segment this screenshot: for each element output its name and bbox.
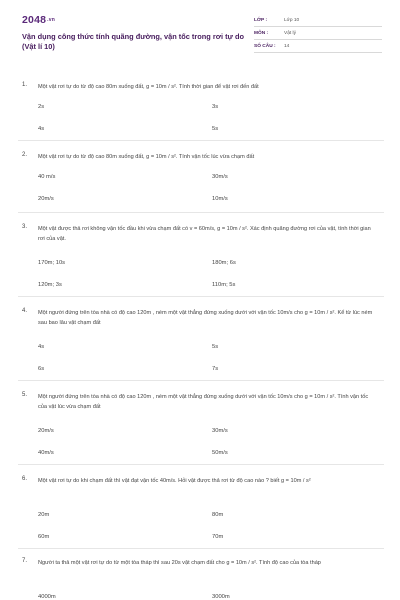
question-text: Một vật rơi tự do từ độ cao 80m xuống đất, g = 10m / s². Tính vận tốc lúc vừa chạm đất	[38, 154, 255, 160]
question-text: Một người đứng trên tòa nhà có độ cao 120m , ném một vật thẳng đứng xuống dưới với vận tốc 10m/s cho g = 10m / s². Kể từ lúc ném sau bao lâu vật chạm đất	[38, 310, 373, 326]
question-text: Người ta thả một vật rơi tự do từ một tòa tháp thì sau 20s vật chạm đất cho g = 10m / s². Tính độ cao của tòa tháp	[38, 560, 321, 566]
answer-option[interactable]: 2s	[38, 104, 45, 110]
meta-value: Vật lý	[284, 30, 296, 36]
answer-option[interactable]: 20m	[38, 512, 50, 518]
logo-text: 2048	[22, 14, 47, 26]
meta-row-subject	[254, 27, 382, 40]
divider	[18, 140, 384, 141]
page-header	[0, 0, 400, 64]
answer-option[interactable]: 6s	[38, 366, 45, 372]
answer-option[interactable]: 30m/s	[212, 428, 228, 434]
meta-key: SỐ CÂU :	[254, 43, 276, 49]
answer-option[interactable]: 7s	[212, 366, 219, 372]
answer-option[interactable]: 5s	[212, 126, 219, 132]
document-title: Vận dụng công thức tính quãng đường, vận tốc trong rơi tự do (Vật lí 10)	[22, 32, 244, 51]
answer-option[interactable]: 4s	[38, 344, 45, 350]
answer-option[interactable]: 60m	[38, 534, 50, 540]
answer-option[interactable]: 3000m	[212, 594, 230, 600]
question-number: 1.	[22, 82, 28, 88]
divider	[18, 464, 384, 465]
logo-suffix: .vn	[47, 17, 55, 24]
question-number: 3.	[22, 224, 28, 230]
meta-value: 14	[284, 43, 290, 49]
answer-option[interactable]: 30m/s	[212, 174, 228, 180]
meta-value: Lớp 10	[284, 17, 300, 23]
meta-key: LỚP :	[254, 17, 268, 23]
answer-option[interactable]: 20m/s	[38, 196, 54, 202]
answer-option[interactable]: 180m; 6s	[212, 260, 236, 266]
meta-row-count	[254, 40, 382, 53]
answer-option[interactable]: 40 m/s	[38, 174, 56, 180]
answer-option[interactable]: 10m/s	[212, 196, 228, 202]
answer-option[interactable]: 120m; 3s	[38, 282, 62, 288]
question-number: 5.	[22, 392, 28, 398]
answer-option[interactable]: 4s	[38, 126, 45, 132]
divider	[18, 296, 384, 297]
divider	[18, 212, 384, 213]
question-number: 4.	[22, 308, 28, 314]
answer-option[interactable]: 170m; 10s	[38, 260, 66, 266]
answer-option[interactable]: 70m	[212, 534, 224, 540]
meta-table	[254, 14, 382, 53]
question-text: Một vật rơi tự do từ độ cao 80m xuống đất, g = 10m / s². Tính thời gian để vật rơi đến đất	[38, 84, 259, 90]
answer-option[interactable]: 20m/s	[38, 428, 54, 434]
answer-option[interactable]: 4000m	[38, 594, 56, 600]
question-text: Một vật được thả rơi không vận tốc đầu khi vừa chạm đất có v = 60m/s, g = 10m / s². Xác định quãng đường rơi của vật, tính thời gian rơi của vật.	[38, 226, 371, 242]
meta-key: MÔN :	[254, 30, 269, 36]
answer-option[interactable]: 5s	[212, 344, 219, 350]
question-number: 2.	[22, 152, 28, 158]
answer-option[interactable]: 3s	[212, 104, 219, 110]
divider	[18, 548, 384, 549]
site-logo[interactable]	[22, 14, 55, 26]
meta-row-class	[254, 14, 382, 27]
question-text: Một vật rơi tự do khi chạm đất thì vật đạt vận tốc 40m/s. Hỏi vật được thả rơi từ độ cao nào ? biết g = 10m / s²	[38, 478, 311, 484]
question-number: 6.	[22, 476, 28, 482]
answer-option[interactable]: 80m	[212, 512, 224, 518]
answer-option[interactable]: 50m/s	[212, 450, 228, 456]
question-number: 7.	[22, 558, 28, 564]
question-text: Một người đứng trên tòa nhà có độ cao 120m , ném một vật thẳng đứng xuống dưới với vận tốc 10m/s cho g = 10m / s². Tính vận tốc của vật lúc vừa chạm đất	[38, 394, 369, 410]
answer-option[interactable]: 40m/s	[38, 450, 54, 456]
divider	[18, 380, 384, 381]
answer-option[interactable]: 110m; 5s	[212, 282, 236, 288]
